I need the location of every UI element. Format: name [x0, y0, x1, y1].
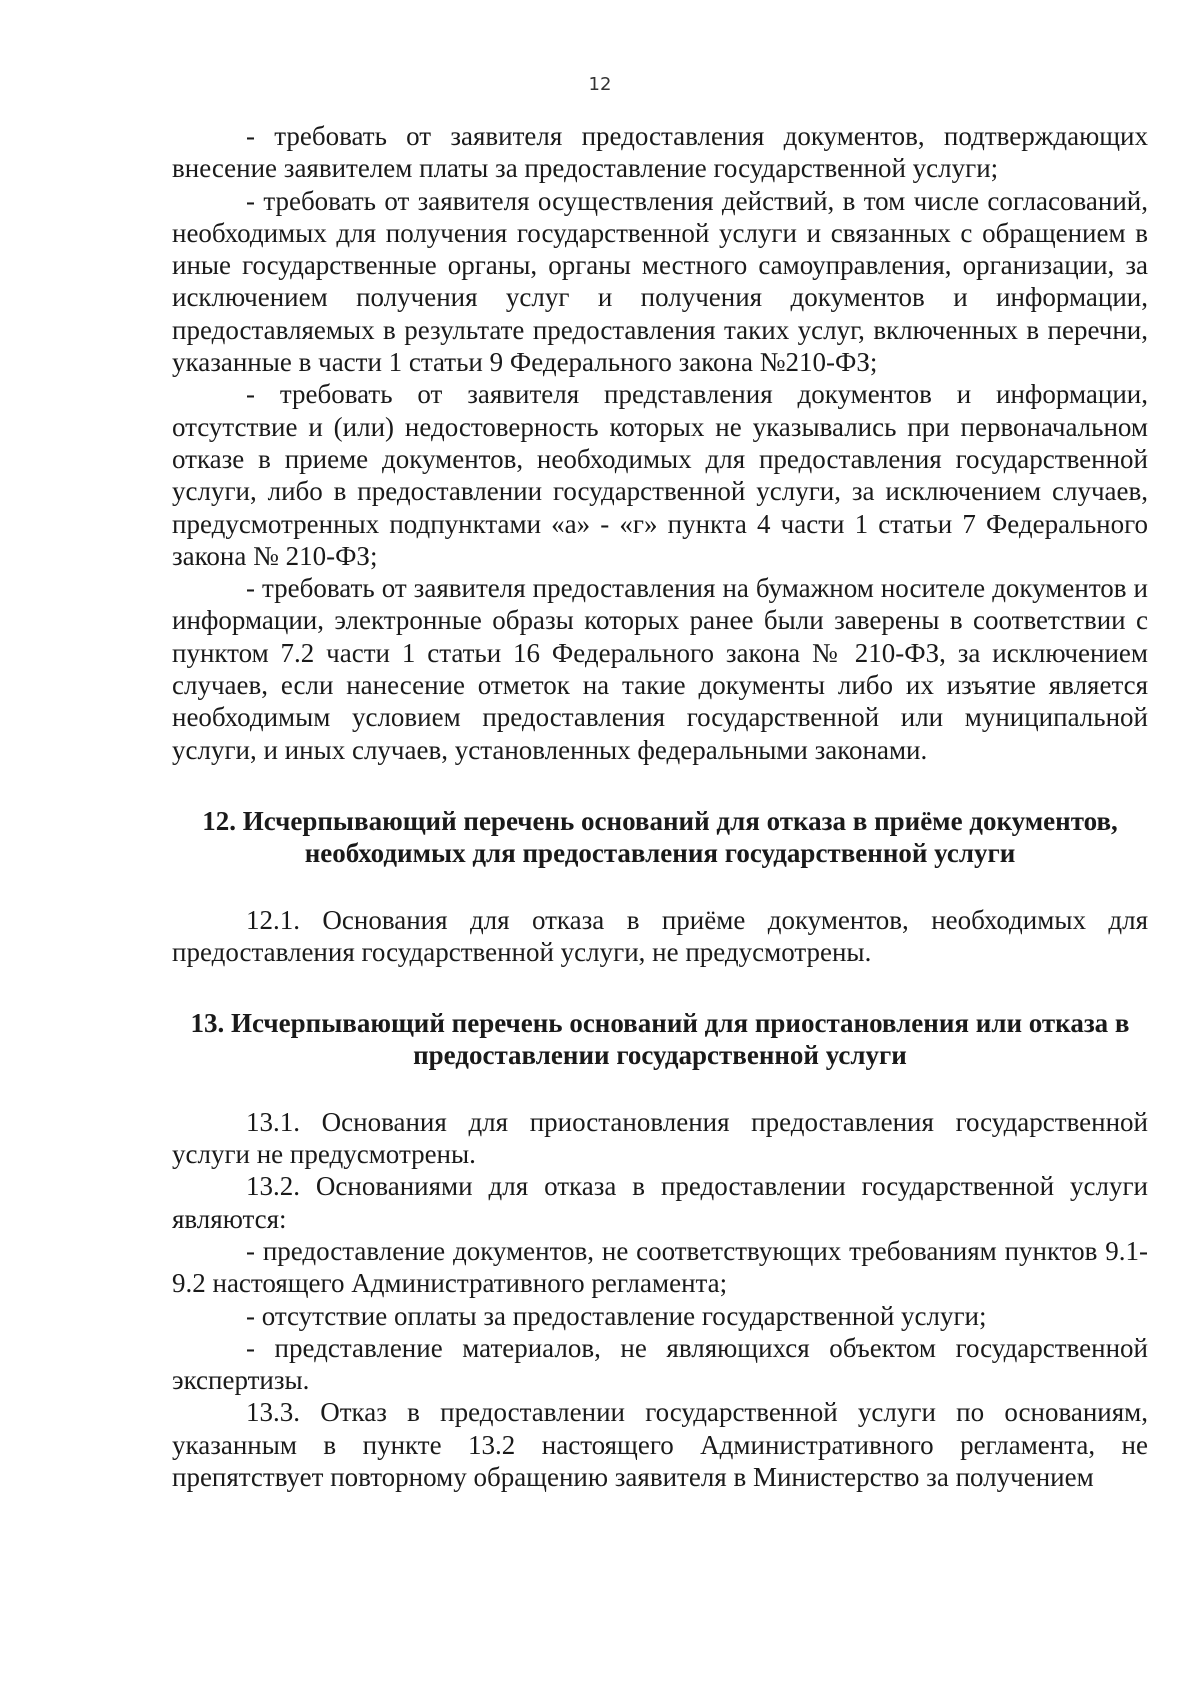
document-body: [172, 120, 1148, 1493]
paragraph-13-2: 13.2. Основаниями для отказа в предоставлении государственной услуги являются:: [172, 1171, 1148, 1234]
section-spacer: [172, 1072, 1148, 1106]
paragraph-13-1: 13.1. Основания для приостановления предоставления государственной услуги не предусмотрены.: [172, 1106, 1148, 1170]
list-item-no-payment: - отсутствие оплаты за предоставление государственной услуги;: [246, 1300, 987, 1331]
section-spacer: [172, 968, 1148, 1007]
paragraph-paper-documents: - требовать от заявителя предоставления на бумажном носителе документов и информации, электронные образы которых ранее были заверены в соответствии с пунктом 7.2 части 1 статьи 16 Федерального закона № 210-ФЗ, за исключением случаев, если нанесение отметок на такие документы либо их изъятие является необходимым условием предоставления государственной или муниципальной услуги, и иных случаев, установленных федеральными законами.: [172, 573, 1148, 765]
list-item-nonconforming-documents: - предоставление документов, не соответствующих требованиям пунктов 9.1-9.2 настоящего Административного регламента;: [172, 1235, 1148, 1299]
paragraph-12-1: 12.1. Основания для отказа в приёме документов, необходимых для предоставления государственной услуги, не предусмотрены.: [172, 904, 1148, 967]
paragraph-fee-documents: - требовать от заявителя предоставления документов, подтверждающих внесение заявителем платы за предоставление государственной услуги;: [172, 121, 1148, 184]
section-heading-13: 13. Исчерпывающий перечень оснований для приостановления или отказа в предоставлении государственной услуги: [190, 1008, 1130, 1071]
section-spacer: [172, 870, 1148, 904]
page-number: 12: [588, 74, 612, 95]
section-heading-12: 12. Исчерпывающий перечень оснований для отказа в приёме документов, необходимых для предоставления государственной услуги: [202, 805, 1118, 869]
paragraph-approvals: - требовать от заявителя осуществления действий, в том числе согласований, необходимых для получения государственной услуги и связанных с обращением в иные государственные органы, органы местного самоуправления, организации, за исключением получения услуг и получения документов и информации, предоставляемых в результате предоставления таких услуг, включенных в перечни, указанные в части 1 статьи 9 Федерального закона №210-ФЗ;: [172, 185, 1148, 378]
section-spacer: [172, 766, 1148, 805]
paragraph-missing-documents: - требовать от заявителя представления документов и информации, отсутствие и (или) недостоверность которых не указывались при первоначальном отказе в приеме документов, необходимых для предоставления государственной услуги, либо в предоставлении государственной услуги, за исключением случаев, предусмотренных подпунктами «а» - «г» пункта 4 части 1 статьи 7 Федерального закона № 210-ФЗ;: [172, 379, 1148, 571]
paragraph-13-3: 13.3. Отказ в предоставлении государственной услуги по основаниям, указанным в пункте 13.2 настоящего Административного регламента, не препятствует повторному обращению заявителя в Министерство за получением: [172, 1397, 1148, 1492]
list-item-not-expertise-object: - представление материалов, не являющихся объектом государственной экспертизы.: [172, 1332, 1148, 1396]
